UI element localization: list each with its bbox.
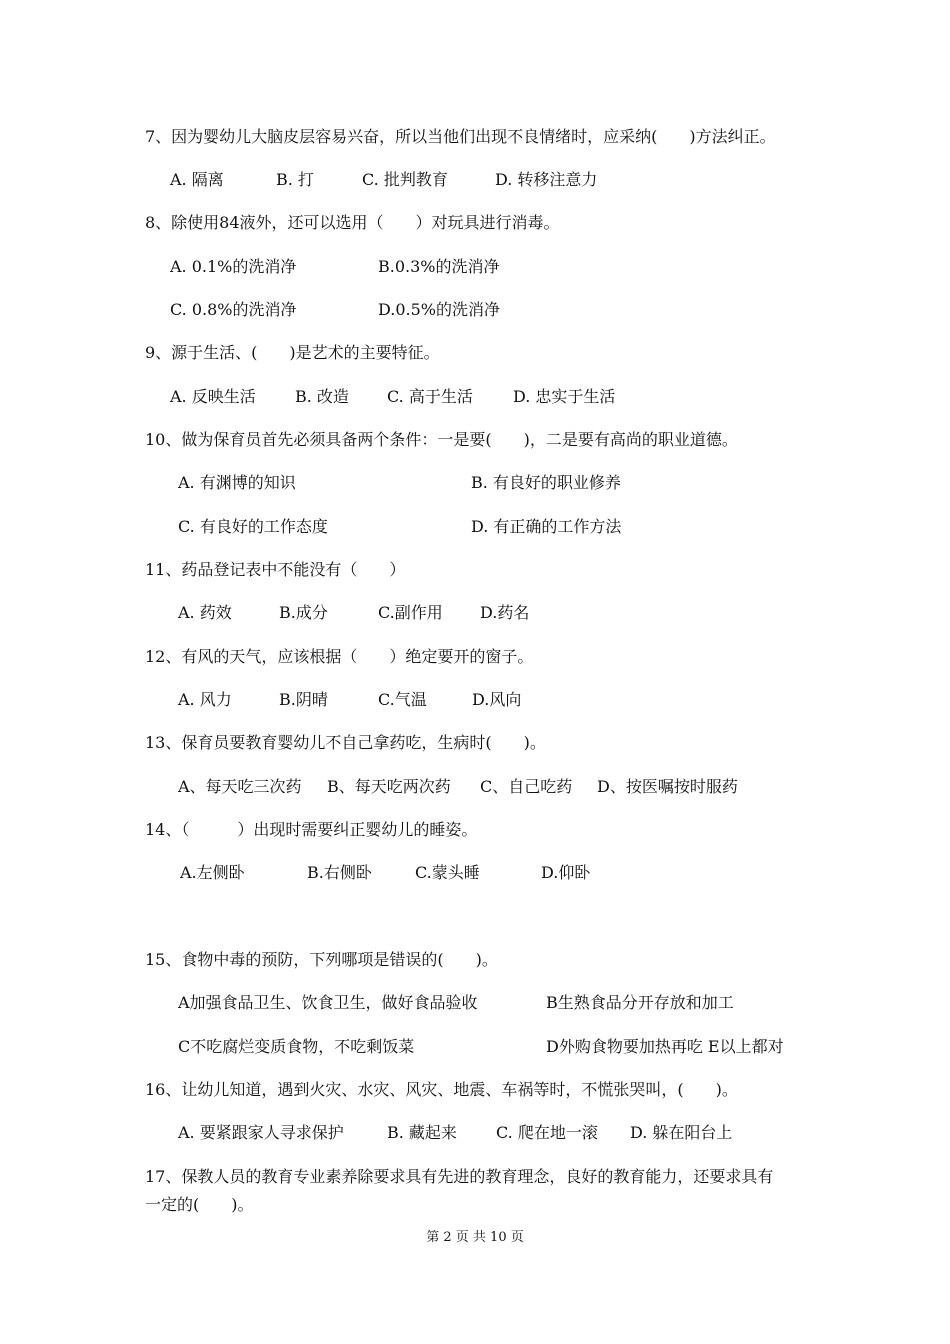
page-number-footer: 第 2 页 共 10 页: [426, 1230, 524, 1245]
question-15-option-c: C不吃腐烂变质食物，不吃剩饭菜: [178, 1037, 415, 1056]
question-17-stem: 17、保教人员的教育专业素养除要求具有先进的教育理念，良好的教育能力，还要求具有: [145, 1167, 774, 1186]
question-13-option-b: B、每天吃两次药: [327, 777, 451, 796]
question-14-option-b: B.右侧卧: [307, 863, 372, 882]
question-10-option-b: B. 有良好的职业修养: [471, 473, 621, 492]
question-16-option-d: D. 躲在阳台上: [630, 1123, 733, 1142]
question-8-option-c: C. 0.8%的洗消净: [170, 300, 297, 319]
question-10-option-c: C. 有良好的工作态度: [178, 517, 328, 536]
question-12-option-b: B.阴晴: [279, 690, 328, 709]
question-12-option-c: C.气温: [378, 690, 427, 709]
question-9-option-a: A. 反映生活: [170, 387, 256, 406]
question-11-option-b: B.成分: [279, 603, 328, 622]
question-8-stem: 8、除使用84液外，还可以选用（ ）对玩具进行消毒。: [145, 213, 560, 232]
question-7-option-d: D. 转移注意力: [495, 170, 598, 189]
question-8-option-b: B.0.3%的洗消净: [378, 257, 500, 276]
question-16-option-c: C. 爬在地一滚: [496, 1123, 598, 1142]
question-14-option-c: C.蒙头睡: [415, 863, 480, 882]
question-14-stem: 14、（ ）出现时需要纠正婴幼儿的睡姿。: [145, 820, 478, 839]
question-7-stem: 7、因为婴幼儿大脑皮层容易兴奋，所以当他们出现不良情绪时，应采纳( )方法纠正。: [145, 127, 776, 146]
question-9-option-b: B. 改造: [295, 387, 349, 406]
question-12-option-a: A. 风力: [178, 690, 232, 709]
question-13-option-d: D、按医嘱按时服药: [597, 777, 738, 796]
question-14-option-d: D.仰卧: [541, 863, 591, 882]
question-9-option-d: D. 忠实于生活: [513, 387, 616, 406]
question-10-stem: 10、做为保育员首先必须具备两个条件：一是要( )，二是要有高尚的职业道德。: [145, 430, 738, 449]
question-16-option-b: B. 藏起来: [387, 1123, 457, 1142]
question-12-stem: 12、有风的天气，应该根据（ ）绝定要开的窗子。: [145, 647, 534, 666]
question-14-option-a: A.左侧卧: [180, 863, 245, 882]
question-15-stem: 15、食物中毒的预防，下列哪项是错误的( )。: [145, 950, 498, 969]
question-8-option-d: D.0.5%的洗消净: [378, 300, 500, 319]
question-13-option-a: A、每天吃三次药: [178, 777, 302, 796]
question-8-option-a: A. 0.1%的洗消净: [170, 257, 297, 276]
question-16-stem: 16、让幼儿知道，遇到火灾、水灾、风灾、地震、车祸等时，不慌张哭叫，( )。: [145, 1080, 738, 1099]
question-7-option-c: C. 批判教育: [362, 170, 448, 189]
question-11-stem: 11、药品登记表中不能没有（ ）: [145, 560, 406, 579]
question-9-option-c: C. 高于生活: [387, 387, 473, 406]
question-13-option-c: C、自己吃药: [480, 777, 573, 796]
question-11-option-d: D.药名: [480, 603, 530, 622]
question-7-option-a: A. 隔离: [170, 170, 224, 189]
question-11-option-c: C.副作用: [378, 603, 443, 622]
question-11-option-a: A. 药效: [178, 603, 232, 622]
question-16-option-a: A. 要紧跟家人寻求保护: [178, 1123, 344, 1142]
question-12-option-d: D.风向: [472, 690, 522, 709]
question-15-option-b: B生熟食品分开存放和加工: [546, 993, 734, 1012]
question-9-stem: 9、源于生活、( )是艺术的主要特征。: [145, 343, 440, 362]
question-17-stem-continued: 一定的( )。: [145, 1195, 254, 1214]
question-15-option-a: A加强食品卫生、饮食卫生，做好食品验收: [178, 993, 478, 1012]
question-10-option-a: A. 有渊博的知识: [178, 473, 296, 492]
question-10-option-d: D. 有正确的工作方法: [471, 517, 622, 536]
question-7-option-b: B. 打: [276, 170, 314, 189]
question-13-stem: 13、保育员要教育婴幼儿不自己拿药吃，生病时( )。: [145, 733, 546, 752]
question-15-option-d: D外购食物要加热再吃 E以上都对: [546, 1037, 784, 1056]
